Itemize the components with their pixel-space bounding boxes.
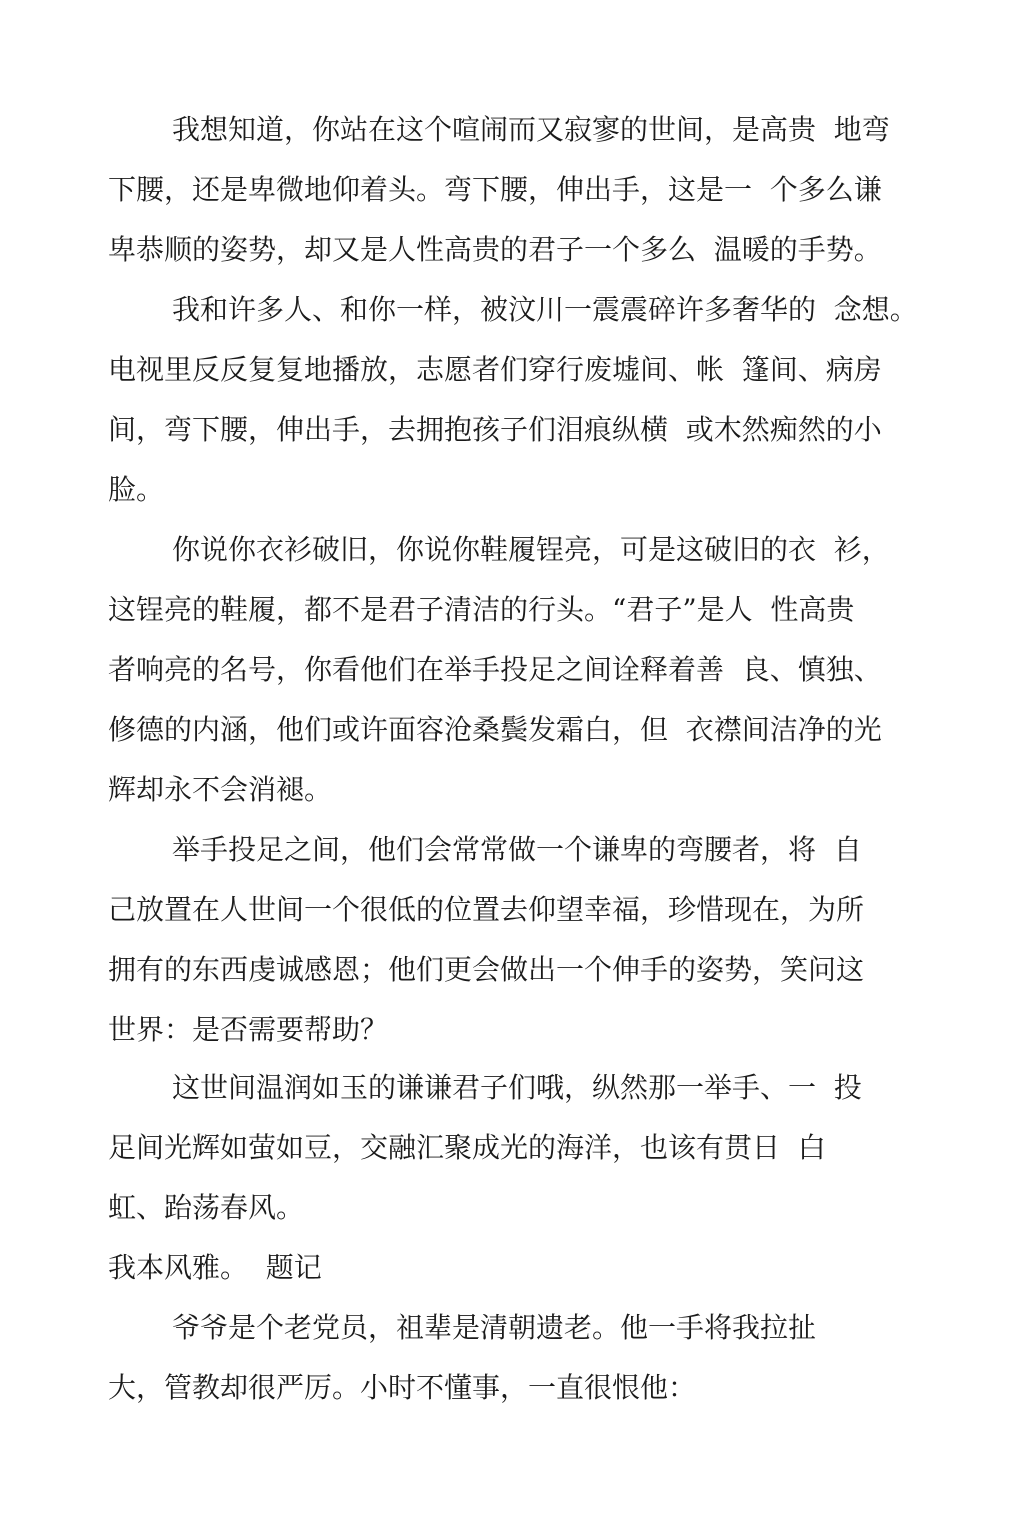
text-line: 举手投足之间，他们会常常做一个谦卑的弯腰者，将 自 [172,833,862,866]
text-line: 卑恭顺的姿势，却又是人性高贵的君子一个多么 温暖的手势。 [108,233,882,266]
text-line: 爷爷是个老党员，祖辈是清朝遗老。他一手将我拉扯 [172,1311,817,1344]
text-line: 足间光辉如萤如豆，交融汇聚成光的海洋，也该有贯日 白 [108,1131,826,1164]
text-line: 拥有的东西虔诚感恩；他们更会做出一个伸手的姿势，笑问这 [108,953,865,986]
text-line: 修德的内涵，他们或许面容沧桑鬓发霜白，但 衣襟间洁净的光 [108,713,882,746]
text-line: 己放置在人世间一个很低的位置去仰望幸福，珍惜现在，为所 [108,893,865,926]
text-line: 你说你衣衫破旧，你说你鞋履锃亮，可是这破旧的衣 衫， [172,533,890,566]
text-line: 世界：是否需要帮助？ [108,1013,389,1046]
text-line: 虹、跆荡春风。 [108,1191,305,1224]
text-line: 者响亮的名号，你看他们在举手投足之间诠释着善 良、慎独、 [108,653,882,686]
text-line: 下腰，还是卑微地仰着头。弯下腰，伸出手，这是一 个多么谦 [108,173,882,206]
section-heading: 我本风雅。 题记 [108,1251,322,1284]
text-line: 这世间温润如玉的谦谦君子们哦，纵然那一举手、一 投 [172,1071,862,1104]
text-line: 大，管教却很严厉。小时不懂事，一直很恨他： [108,1371,697,1404]
text-line: 这锃亮的鞋履，都不是君子清洁的行头。“君子”是人 性高贵 [108,593,855,626]
text-line: 辉却永不会消褪。 [108,773,333,806]
text-line: 脸。 [108,473,165,506]
text-line: 电视里反反复复地播放，志愿者们穿行废墟间、帐 篷间、病房 [108,353,882,386]
text-line: 我和许多人、和你一样，被汶川一震震碎许多奢华的 念想。 [172,293,918,326]
text-line: 我想知道，你站在这个喧闹而又寂寥的世间，是高贵 地弯 [172,113,890,146]
text-line: 间，弯下腰，伸出手，去拥抱孩子们泪痕纵横 或木然痴然的小 [108,413,882,446]
